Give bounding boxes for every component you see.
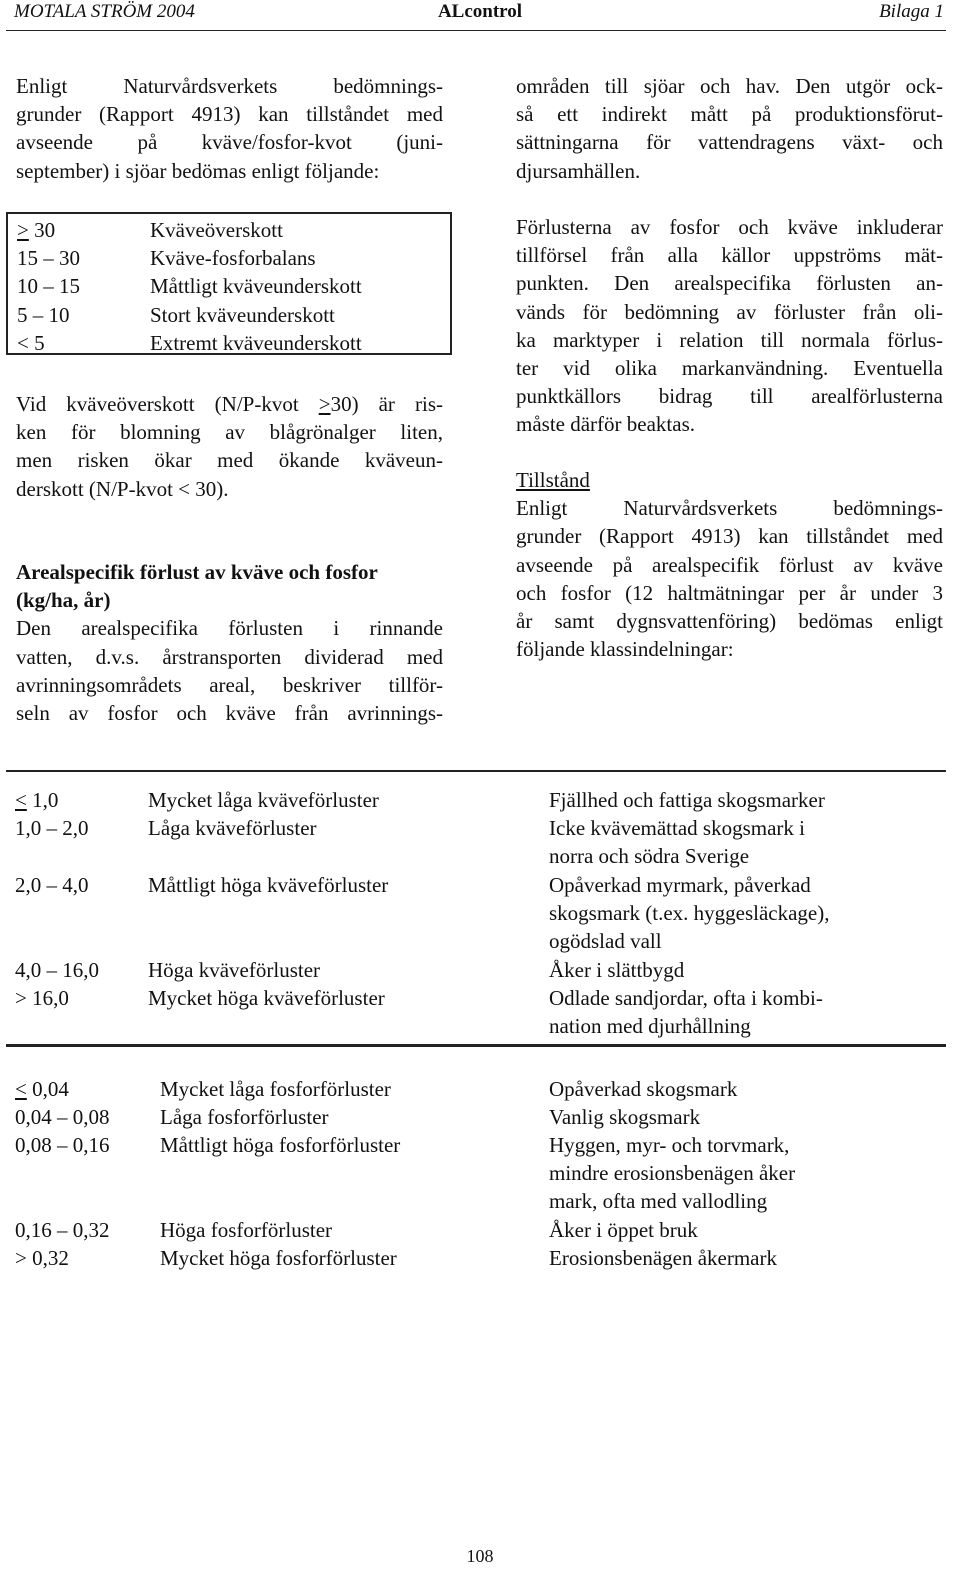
tillstand-section: [516, 466, 943, 663]
table-cell-class: Låga fosforförluster: [160, 1105, 329, 1129]
right-paragraph-2: [516, 213, 943, 439]
text-line: och fosfor (12 haltmätningar per år under 3: [516, 580, 943, 605]
np-class-label: Måttligt kväveunderskott: [150, 274, 362, 299]
text-line: punktkällors bidrag till arealförlusterna: [516, 384, 943, 409]
np-class-label: Kväve-fosforbalans: [150, 246, 316, 271]
text-line: avrinningsområdets areal, beskriver tillför-: [16, 672, 443, 697]
section-heading: Arealspecifik förlust av kväve och fosfor: [16, 560, 378, 584]
areal-section: [16, 558, 443, 727]
text-line: Den arealspecifika förlusten i rinnande: [16, 616, 443, 641]
header-rule: [6, 30, 946, 31]
table-cell-land: mindre erosionsbenägen åker: [549, 1161, 796, 1185]
header-center: ALcontrol: [437, 1, 523, 22]
table-cell-class: Måttligt höga fosforförluster: [160, 1133, 401, 1157]
table-cell-land: ogödslad vall: [549, 929, 662, 953]
text-line: punkten. Den arealspecifika förlusten an-: [516, 271, 943, 296]
table-rule: [6, 1044, 946, 1047]
table-cell-range: 0,16 – 0,32: [15, 1218, 110, 1242]
text-line: derskott (N/P-kvot < 30).: [16, 476, 229, 501]
text-line: så ett indirekt mått på produktionsförut-: [516, 102, 943, 127]
text-line: grunder (Rapport 4913) kan tillståndet med: [16, 102, 443, 127]
page-number: 108: [466, 1546, 494, 1566]
np-class-row: > 30 Kväveöverskott: [17, 216, 450, 244]
section-heading: Tillstånd: [516, 468, 590, 492]
text-line: måste därför beaktas.: [516, 412, 696, 437]
text-line: år samt dygnsvattenföring) bedömas enligt: [516, 609, 943, 634]
text-line: sättningarna för vattendragens växt- och: [516, 130, 943, 155]
np-class-label: Stort kväveunderskott: [150, 302, 335, 327]
table-cell-land: Hyggen, myr- och torvmark,: [549, 1133, 790, 1157]
table-cell-range: > 0,32: [15, 1246, 69, 1270]
table-cell-class: Måttligt höga kväveförluster: [148, 873, 389, 897]
text-line: vatten, d.v.s. årstransporten dividerad med: [16, 644, 443, 669]
text-line: september) i sjöar bedömas enligt följande:: [16, 158, 380, 183]
risk-paragraph: [16, 390, 443, 503]
text-line: tillförsel från alla källor uppströms mät-: [516, 243, 943, 268]
header-right: Bilaga 1: [879, 1, 944, 22]
text-line: avseende på arealspecifik förlust av kväve: [516, 552, 943, 577]
text-line: ter vid olika markanvändning. Eventuella: [516, 356, 943, 381]
table-cell-range: 1,0 – 2,0: [15, 816, 89, 840]
table-cell-land: Odlade sandjordar, ofta i kombi-: [549, 986, 823, 1010]
table-cell-land: mark, ofta med vallodling: [549, 1189, 768, 1213]
table-cell-range: < 1,0: [15, 788, 59, 812]
table-cell-range: 0,08 – 0,16: [15, 1133, 110, 1157]
table-cell-class: Låga kväveförluster: [148, 816, 317, 840]
np-class-label: Extremt kväveunderskott: [150, 330, 362, 355]
table-cell-range: > 16,0: [15, 986, 69, 1010]
text-line: ken för blomning av blågrönalger liten,: [16, 420, 443, 445]
table-cell-land: Vanlig skogsmark: [549, 1105, 701, 1129]
text-line: Förlusterna av fosfor och kväve inkluderar: [516, 215, 943, 239]
text-line: men risken ökar med ökande kväveun-: [16, 448, 443, 473]
np-class-row: < 5 Extremt kväveunderskott: [17, 329, 450, 357]
text-line: Enligt Naturvårdsverkets bedömnings-: [16, 74, 443, 98]
table-cell-class: Mycket höga fosforförluster: [160, 1246, 397, 1270]
table-cell-range: 4,0 – 16,0: [15, 958, 99, 982]
table-cell-land: Opåverkad skogsmark: [549, 1077, 738, 1101]
text-line: avseende på kväve/fosfor-kvot (juni-: [16, 130, 443, 155]
table-cell-class: Mycket låga kväveförluster: [148, 788, 379, 812]
header-left: MOTALA STRÖM 2004: [14, 1, 195, 22]
table-cell-class: Höga fosforförluster: [160, 1218, 333, 1242]
table-cell-land: norra och södra Sverige: [549, 844, 750, 868]
np-class-row: 5 – 10 Stort kväveunderskott: [17, 301, 450, 329]
text-line: följande klassindelningar:: [516, 637, 734, 662]
table-cell-land: Åker i slättbygd: [549, 958, 685, 982]
table-cell-land: Icke kvävemättad skogsmark i: [549, 816, 805, 840]
text-line: seln av fosfor och kväve från avrinnings-: [16, 701, 443, 726]
np-class-label: Kväveöverskott: [150, 218, 283, 242]
table-cell-class: Höga kväveförluster: [148, 958, 321, 982]
text-line: grunder (Rapport 4913) kan tillståndet med: [516, 524, 943, 549]
section-heading: (kg/ha, år): [16, 588, 111, 613]
right-paragraph-1: [516, 72, 943, 185]
text-line: vänds för bedömning av förluster från oli-: [516, 299, 943, 324]
np-ratio-box: [6, 212, 452, 355]
table-rule: [6, 770, 946, 772]
table-cell-land: nation med djurhållning: [549, 1014, 751, 1038]
table-cell-class: Mycket låga fosforförluster: [160, 1077, 391, 1101]
text-line: områden till sjöar och hav. Den utgör ock-: [516, 74, 943, 98]
table-cell-range: 2,0 – 4,0: [15, 873, 89, 897]
np-class-row: 10 – 15 Måttligt kväveunderskott: [17, 272, 450, 300]
table-cell-class: Mycket höga kväveförluster: [148, 986, 385, 1010]
text-line: djursamhällen.: [516, 158, 641, 183]
np-class-row: 15 – 30 Kväve-fosforbalans: [17, 244, 450, 272]
table-cell-land: Åker i öppet bruk: [549, 1218, 698, 1242]
text-line: ka marktyper i relation till normala förlus-: [516, 327, 943, 352]
text-line: Enligt Naturvårdsverkets bedömnings-: [516, 496, 943, 521]
table-cell-range: 0,04 – 0,08: [15, 1105, 110, 1129]
table-cell-land: skogsmark (t.ex. hyggesläckage),: [549, 901, 830, 925]
table-cell-range: < 0,04: [15, 1077, 69, 1101]
table-cell-land: Erosionsbenägen åkermark: [549, 1246, 777, 1270]
intro-paragraph: [16, 72, 443, 185]
table-cell-land: Opåverkad myrmark, påverkad: [549, 873, 811, 897]
text-line: Vid kväveöverskott (N/P-kvot >30) är ris-: [16, 392, 443, 416]
table-cell-land: Fjällhed och fattiga skogsmarker: [549, 788, 825, 812]
